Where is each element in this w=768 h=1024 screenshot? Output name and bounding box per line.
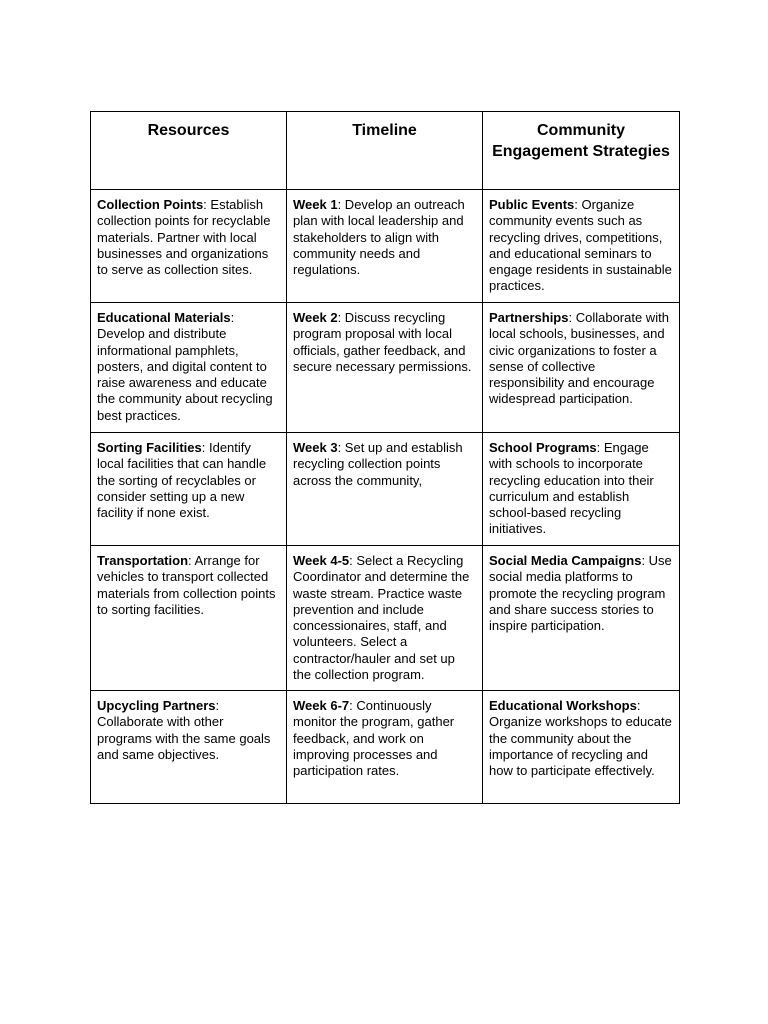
cell-title: Educational Materials (97, 310, 231, 325)
timeline-cell (287, 691, 483, 804)
cell-title: Week 2 (293, 310, 338, 325)
cell-title: Transportation (97, 553, 189, 568)
table-row (91, 546, 680, 691)
cell-title: Partnerships (489, 310, 569, 325)
resources-cell (91, 546, 287, 691)
engagement-cell (483, 433, 680, 546)
cell-text: : Organize community events such as recycling drives, competitions, and educational seminars to engage residents in sustainable practices. (489, 197, 672, 294)
table-row (91, 303, 680, 433)
cell-title: Upcycling Partners (97, 698, 216, 713)
cell-title: Sorting Facilities (97, 440, 202, 455)
cell-title: Public Events (489, 197, 575, 212)
cell-title: Week 3 (293, 440, 338, 455)
engagement-cell (483, 546, 680, 691)
recycling-plan-table (90, 111, 680, 804)
cell-text: : Arrange for vehicles to transport collected materials from collection points to sorting facilities. (97, 553, 276, 617)
cell-text: : Use social media platforms to promote the recycling program and share success stories to inspire participation. (489, 553, 672, 634)
header-community-engagement-strategies: Community Engagement Strategies (483, 112, 680, 190)
table-row (91, 433, 680, 546)
cell-text: : Develop an outreach plan with local leadership and stakeholders to align with community needs and regulations. (293, 197, 465, 278)
timeline-cell (287, 303, 483, 433)
cell-text: : Discuss recycling program proposal with local officials, gather feedback, and secure necessary permissions. (293, 310, 472, 374)
cell-title: Collection Points (97, 197, 204, 212)
cell-title: Week 4-5 (293, 553, 350, 568)
cell-text: : Organize workshops to educate the community about the importance of recycling and how to participate effectively. (489, 698, 672, 779)
table-row (91, 190, 680, 303)
resources-cell (91, 691, 287, 804)
header-resources: Resources (91, 112, 287, 190)
table-header-row (91, 112, 680, 190)
cell-text: : Set up and establish recycling collection points across the community, (293, 440, 463, 488)
engagement-cell (483, 303, 680, 433)
cell-text: : Select a Recycling Coordinator and determine the waste stream. Practice waste prevention and include concessionaires, staff, and volunteers. Select a contractor/hauler and set up the collection program. (293, 553, 470, 683)
header-timeline: Timeline (287, 112, 483, 190)
cell-text: : Collaborate with local schools, businesses, and civic organizations to foster a sense of collective responsibility and encourage widespread participation. (489, 310, 669, 407)
engagement-cell (483, 691, 680, 804)
cell-text: : Identify local facilities that can handle the sorting of recyclables or consider setting up a new facility if none exist. (97, 440, 267, 521)
cell-text: : Continuously monitor the program, gather feedback, and work on improving processes and participation rates. (293, 698, 455, 779)
resources-cell (91, 303, 287, 433)
table-row (91, 691, 680, 804)
cell-title: School Programs (489, 440, 597, 455)
cell-text: : Engage with schools to incorporate recycling education into their curriculum and establish school-based recycling initiatives. (489, 440, 654, 537)
cell-title: Week 1 (293, 197, 338, 212)
cell-text: : Collaborate with other programs with the same goals and same objectives. (97, 698, 271, 762)
cell-text: : Establish collection points for recyclable materials. Partner with local businesses and organizations to serve as collection sites. (97, 197, 271, 278)
cell-title: Educational Workshops (489, 698, 637, 713)
timeline-cell (287, 433, 483, 546)
timeline-cell (287, 546, 483, 691)
resources-cell (91, 190, 287, 303)
timeline-cell (287, 190, 483, 303)
cell-title: Week 6-7 (293, 698, 350, 713)
cell-title: Social Media Campaigns (489, 553, 642, 568)
engagement-cell (483, 190, 680, 303)
resources-cell (91, 433, 287, 546)
cell-text: : Develop and distribute informational pamphlets, posters, and digital content to raise awareness and educate the community about recycling best practices. (97, 310, 273, 423)
